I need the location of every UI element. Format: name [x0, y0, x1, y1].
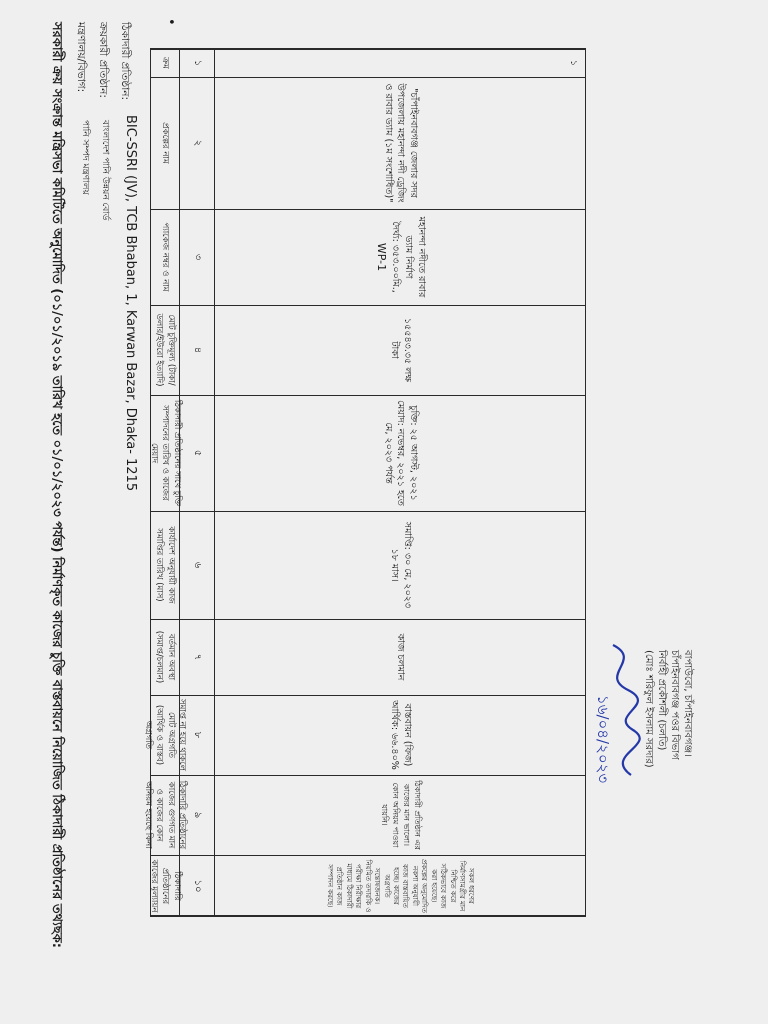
top-mark: •: [163, 18, 178, 26]
row-package: [215, 209, 585, 305]
row-contract-value: ১৫৫৪৩.৩৫ লক্ষ টাকা: [389, 318, 413, 382]
package-code: WP-1: [375, 242, 389, 272]
contractor-label: ঠিকাদারী প্রতিষ্ঠান:: [119, 22, 131, 101]
row-status: কাজ চলমান: [395, 633, 407, 681]
signatory-designation: নির্বাহী প্রকৌশলী (চলতি): [656, 650, 667, 751]
col-number: ৩: [192, 253, 204, 261]
col-header-evaluation: ঠিকাদারি প্রতিষ্ঠানের কাজের মূল্যায়ন: [148, 859, 182, 913]
col-header-package: প্যাকেজ নম্বর ও নাম: [160, 222, 171, 292]
row-quality: ঠিকাদারী প্রতিষ্ঠান এর কাজের মান ভালো। কোন অনিয়ম পাওয়া যায়নি।: [380, 780, 422, 850]
col-number: ৪: [192, 346, 204, 354]
row-completion: [215, 511, 585, 619]
ministry-value: পানি সম্পদ মন্ত্রণালয়: [80, 120, 90, 195]
ministry-label: মন্ত্রণালয়/বিভাগ:: [75, 22, 87, 93]
row-evaluation: সকল ধরণের নির্মাণসামগ্রীর মান নিশ্চিত করে সঠিকভাবে কাজ করা হয়েছে। প্রকল্পের অনুমোদিত নকশা অনুযায়ী কাজ বাস্তবায়িত হচ্ছে। কাজের অগ্রগতি সন্তোষজনক। নিয়মিত তদারকি ও পরীক্ষা নিরীক্ষার মাধ্যমে ঠিকাদারী প্রতিষ্ঠান কাজ সম্পাদন করছে।: [325, 859, 476, 913]
progress-physical: বাস্তবায়ন (ফিজ): [401, 703, 413, 767]
col-number: ৯: [192, 811, 204, 819]
col-number: ১: [192, 59, 204, 67]
signatory-name: (মোঃ শরিফুল ইসলাম সরদার): [643, 650, 654, 768]
progress-financial: আর্থিক: ৬৬.৪০%: [389, 700, 400, 770]
row-project-name: "চাঁপাইনবাবগঞ্জ জেলার সদর উপজেলায় মহানন্দা নদী ড্রেজিং ও রাবার ড্যাম (১ম সংশোধিত)": [382, 83, 420, 203]
row-contract-date: [215, 395, 585, 511]
col-header-status: বর্তমান অবস্থা (সমাপ্ত/চলমান): [154, 630, 176, 684]
col-header-contract-value: মোট চুক্তিমূল্য (টাকা/ডলার/ইউরো ইত্যাদি): [154, 313, 176, 387]
col-header-quality: ঠিকাদারি প্রতিষ্ঠানের কাজের গুণগত মান ও কাজের কোন অনিয়ম হয়েছে কিনা: [143, 780, 188, 850]
agency-value: বাংলাদেশ পানি উন্নয়ন বোর্ড: [100, 120, 110, 221]
col-number: ৬: [192, 561, 204, 569]
row-serial: ১: [568, 59, 579, 67]
package-length: দৈর্ঘ্য: ৩৫৩.০০মি.,: [390, 221, 402, 293]
col-number: ৭: [192, 653, 204, 661]
document-title: সরকারী ক্রয় সংক্রান্ত মন্ত্রিসভা কমিটিতে অনুমোদিত (০১/০১/২০১৯ তারিখ হতে ০১/০১/২০২৩ পর্যন্ত) নির্মাণকৃত কাজের চুক্তি বাস্তবায়নে নিয়োজিত ঠিকাদারী প্রতিষ্ঠানের তথ্যছক:: [49, 22, 64, 948]
col-header-completion: কার্যাদেশ অনুযায়ী কাজ সমাপ্তির তারিখ (মাস): [154, 526, 176, 604]
agency-label: ক্রয়কারী প্রতিষ্ঠান:: [97, 22, 109, 98]
contract-info-table: [143, 48, 586, 916]
col-number: ১০: [192, 879, 204, 893]
signature-date: ১৬/০৪/২০২৩: [594, 695, 612, 784]
package-line: মহানন্দা নদীতে রাবার ড্যাম নির্মাণ: [402, 216, 427, 298]
col-header-serial: ক্রম: [160, 57, 171, 69]
signatory-office: চাঁপাইনবাবগঞ্জ পওর বিভাগ: [669, 650, 680, 760]
completion-months: ১৮ মাস।: [389, 548, 400, 582]
col-number: ৮: [192, 731, 204, 739]
signatory-org: বাপাউবো, চাঁপাইনবাবগঞ্জ।: [682, 650, 693, 757]
row-progress: [215, 695, 585, 775]
col-header-progress: সমাপ্ত না হয়ে থাকলে মোট অগ্রগতি (আর্থিক ও বাস্তব) অগ্রগতি: [143, 699, 188, 771]
completion-date: সমাপ্তি: ৩০ মে, ২০২৩: [401, 521, 413, 609]
col-header-contract-date: ঠিকাদারী প্রতিষ্ঠানের সাথে চুক্তি সম্পাদনের তারিখ ও কাজের মেয়াদ: [148, 399, 182, 507]
contract-date: চুক্তি: ২৫ আগস্ট, ২০২১: [408, 405, 420, 501]
col-header-project: প্রকল্পের নাম: [160, 122, 171, 164]
col-number: ৫: [192, 449, 204, 457]
contractor-value: BIC-SSRI (JV), TCB Bhaban, 1, Karwan Bazar, Dhaka- 1215: [123, 115, 138, 492]
col-number: ২: [192, 139, 204, 147]
contract-period: মেয়াদ: নভেম্বর, ২০২১ হতে মে, ২০২৩ পর্যন্ত: [382, 400, 407, 506]
